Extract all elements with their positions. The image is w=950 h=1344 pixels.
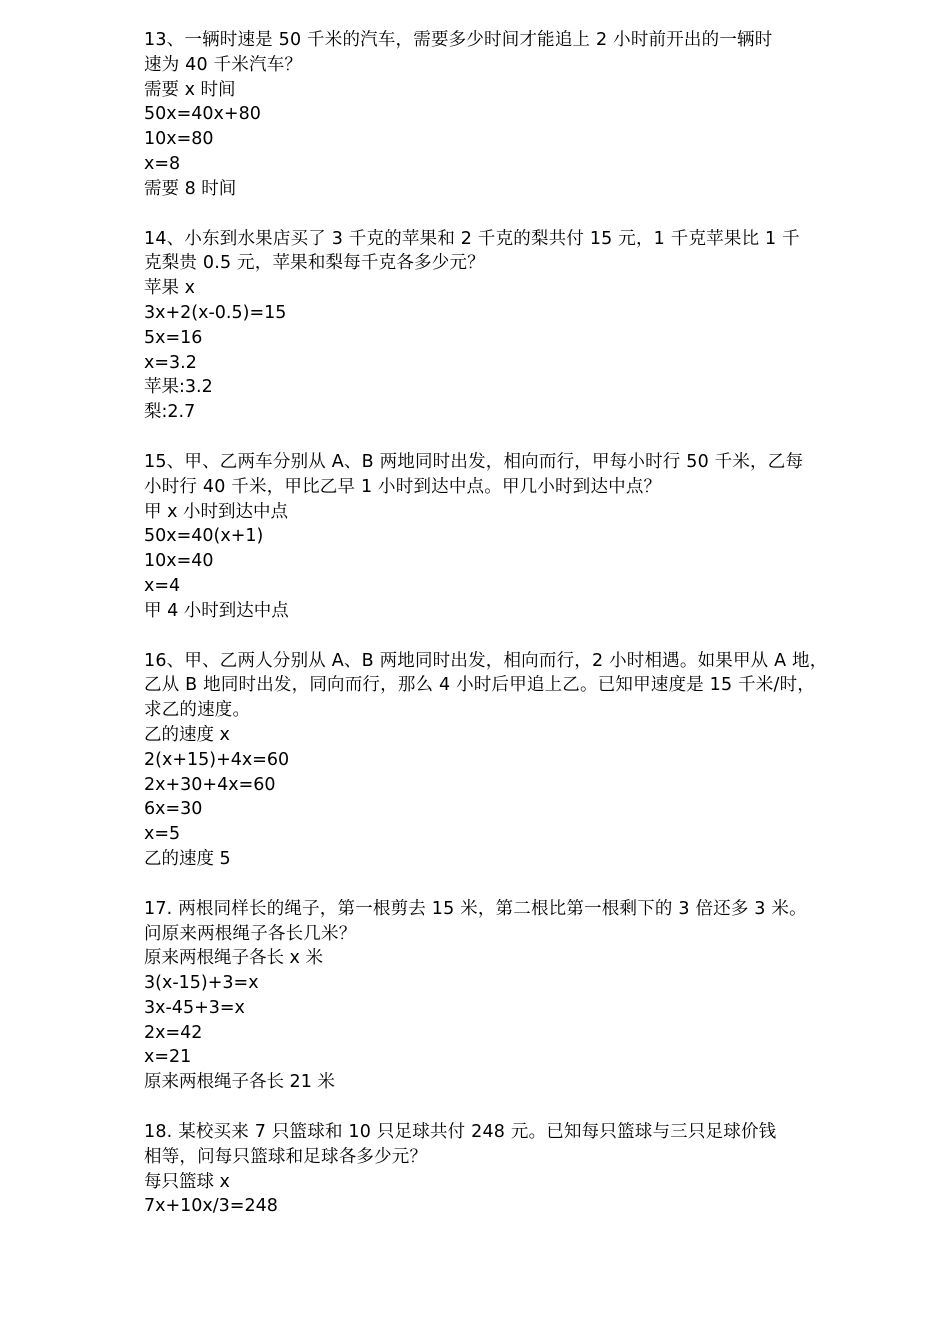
answer-line: 3x-45+3=x bbox=[144, 997, 245, 1018]
answer-steps bbox=[144, 723, 824, 872]
question-text bbox=[144, 649, 828, 723]
answer-line: 乙的速度 x bbox=[144, 724, 230, 745]
answer-line: 2x=42 bbox=[144, 1022, 203, 1043]
answer-steps bbox=[144, 276, 824, 425]
answer-line: 10x=40 bbox=[144, 551, 214, 572]
answer-steps bbox=[144, 1170, 824, 1220]
problem-15 bbox=[144, 450, 824, 624]
question-line: 14、小东到水果店买了 3 千克的苹果和 2 千克的梨共付 15 元，1 千克苹果比 1 千 bbox=[144, 228, 800, 249]
question-line: 13、一辆时速是 50 千米的汽车，需要多少时间才能追上 2 小时前开出的一辆时 bbox=[144, 30, 773, 50]
answer-line: 梨:2.7 bbox=[144, 402, 196, 423]
answer-line: 2x+30+4x=60 bbox=[144, 774, 276, 795]
answer-line: 50x=40x+80 bbox=[144, 104, 261, 125]
answer-line: 6x=30 bbox=[144, 799, 203, 820]
question-line: 速为 40 千米汽车？ bbox=[144, 54, 303, 75]
document-page bbox=[144, 28, 828, 1244]
answer-line: 乙的速度 5 bbox=[144, 848, 231, 869]
answer-line: x=5 bbox=[144, 824, 181, 845]
answer-line: 需要 x 时间 bbox=[144, 79, 236, 100]
answer-line: x=21 bbox=[144, 1047, 192, 1068]
answer-line: 7x+10x/3=248 bbox=[144, 1196, 278, 1217]
question-line: 克梨贵 0.5 元，苹果和梨每千克各多少元？ bbox=[144, 253, 485, 274]
question-line: 问原来两根绳子各长几米？ bbox=[144, 923, 357, 944]
question-text bbox=[144, 450, 824, 500]
answer-line: x=3.2 bbox=[144, 352, 197, 373]
question-line: 17. 两根同样长的绳子，第一根剪去 15 米，第二根比第一根剩下的 3 倍还多 3 米。 bbox=[144, 898, 807, 919]
answer-line: 50x=40(x+1) bbox=[144, 526, 264, 547]
answer-line: 苹果 x bbox=[144, 278, 195, 299]
answer-steps bbox=[144, 78, 824, 202]
answer-line: 每只篮球 x bbox=[144, 1171, 230, 1192]
answer-line: 3x+2(x-0.5)=15 bbox=[144, 302, 287, 323]
problem-14 bbox=[144, 227, 824, 425]
answer-line: 甲 x 小时到达中点 bbox=[144, 501, 288, 522]
question-line: 16、甲、乙两人分别从 A、B 两地同时出发，相向而行，2 小时相遇。如果甲从 A 地， bbox=[144, 650, 828, 671]
question-text bbox=[144, 1120, 824, 1170]
problem-13 bbox=[144, 28, 824, 202]
answer-line: 甲 4 小时到达中点 bbox=[144, 600, 289, 621]
problem-18 bbox=[144, 1120, 824, 1219]
question-text bbox=[144, 28, 824, 78]
question-line: 求乙的速度。 bbox=[144, 700, 251, 721]
answer-line: 苹果:3.2 bbox=[144, 377, 213, 398]
answer-line: 3(x-15)+3=x bbox=[144, 973, 259, 994]
answer-line: 原来两根绳子各长 x 米 bbox=[144, 948, 323, 969]
question-line: 乙从 B 地同时出发，同向而行，那么 4 小时后甲追上乙。已知甲速度是 15 千米/时， bbox=[144, 675, 815, 696]
answer-line: 5x=16 bbox=[144, 327, 203, 348]
question-line: 18. 某校买来 7 只篮球和 10 只足球共付 248 元。已知每只篮球与三只足球价钱 bbox=[144, 1122, 777, 1143]
answer-line: 需要 8 时间 bbox=[144, 178, 237, 199]
problem-17 bbox=[144, 897, 824, 1095]
answer-line: 原来两根绳子各长 21 米 bbox=[144, 1072, 335, 1093]
answer-steps bbox=[144, 500, 824, 624]
question-text bbox=[144, 227, 824, 277]
answer-steps bbox=[144, 946, 824, 1095]
question-line: 相等，问每只篮球和足球各多少元？ bbox=[144, 1146, 428, 1167]
question-line: 小时行 40 千米，甲比乙早 1 小时到达中点。甲几小时到达中点？ bbox=[144, 476, 662, 497]
question-text bbox=[144, 897, 824, 947]
question-line: 15、甲、乙两车分别从 A、B 两地同时出发，相向而行，甲每小时行 50 千米，乙每 bbox=[144, 451, 804, 472]
problem-16 bbox=[144, 649, 828, 872]
answer-line: x=4 bbox=[144, 575, 181, 596]
answer-line: x=8 bbox=[144, 153, 181, 174]
answer-line: 10x=80 bbox=[144, 129, 214, 150]
answer-line: 2(x+15)+4x=60 bbox=[144, 749, 290, 770]
